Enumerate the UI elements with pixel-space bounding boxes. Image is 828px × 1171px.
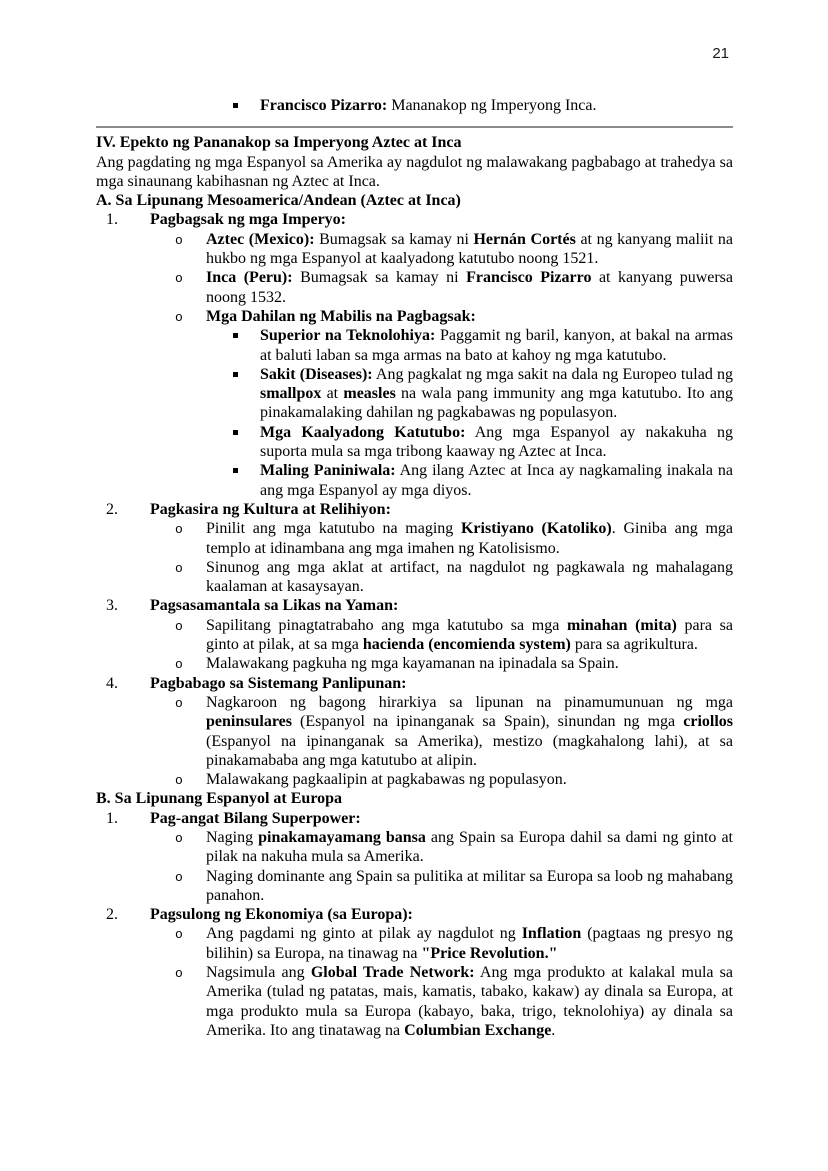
- circle-bullet-icon: o: [175, 522, 183, 538]
- text-segment: measles: [343, 385, 396, 403]
- list-item: [96, 770, 733, 789]
- list-item: [96, 693, 733, 770]
- list-item: [96, 924, 733, 963]
- text-segment: Malawakang pagkaalipin at pagkabawas ng populasyon.: [206, 771, 567, 789]
- text-segment: . Giniba ang mga templo at idinambana ang mga imahen ng Katolisismo.: [206, 520, 734, 557]
- circle-bullet-icon: o: [175, 927, 183, 943]
- list-item: [96, 963, 733, 1040]
- section-heading: [96, 789, 733, 808]
- text-segment: IV. Epekto ng Pananakop sa Imperyong Aztec at Inca: [96, 134, 462, 152]
- text-segment: Ang mga produkto at kalakal mula sa Amerika (tulad ng patatas, mais, kamatis, tabako, kakaw) ay dinala sa Europa, at mga produkto mula sa Europa (kabayo, baka, trigo, teknolohiya) ay dinala sa Amerika. Ito ang tinatawag na: [206, 964, 734, 1039]
- text-segment: Pagkasira ng Kultura at Relihiyon:: [150, 500, 391, 518]
- square-bullet-icon: [233, 468, 238, 473]
- text-segment: "Price Revolution.": [421, 944, 558, 962]
- text-segment: Francisco Pizarro:: [260, 97, 388, 114]
- text-segment: minahan (mita): [566, 616, 677, 634]
- text-segment: at: [321, 385, 344, 403]
- list-number: 2.: [106, 500, 118, 518]
- list-number: 2.: [106, 906, 118, 924]
- text-segment: Francisco Pizarro: [466, 269, 592, 287]
- text-segment: Aztec (Mexico):: [206, 230, 315, 248]
- list-item: [96, 230, 733, 269]
- text-segment: A. Sa Lipunang Mesoamerica/Andean (Aztec at Inca): [96, 192, 461, 210]
- list-item: [96, 519, 733, 558]
- list-item: [96, 461, 733, 500]
- text-segment: Maling Paniniwala:: [260, 462, 396, 480]
- list-item: [96, 210, 733, 229]
- document-content: [96, 96, 733, 1040]
- square-bullet-icon: [233, 372, 238, 377]
- text-segment: Pinilit ang mga katutubo na maging: [206, 520, 461, 538]
- text-segment: Bumagsak sa kamay ni: [314, 230, 474, 248]
- square-bullet-icon: [233, 430, 238, 435]
- text-segment: Sapilitang pinagtatrabaho ang mga katutubo sa mga: [206, 616, 567, 634]
- list-item: [96, 500, 733, 519]
- list-number: 4.: [106, 674, 118, 692]
- text-segment: Mga Kaalyadong Katutubo:: [260, 423, 466, 441]
- text-segment: na wala pang immunity ang mga katutubo. Ito ang pinakamalaking dahilan ng pagkabawas ng populasyon.: [260, 385, 734, 422]
- list-item: [96, 828, 733, 867]
- circle-bullet-icon: o: [175, 232, 183, 248]
- list-item: [96, 674, 733, 693]
- text-segment: Sinunog ang mga aklat at artifact, na nagdulot ng pagkawala ng mahalagang kaalaman at kasaysayan.: [206, 558, 733, 596]
- text-segment: ang Spain sa Europa dahil sa dami ng ginto at pilak na nakuha mula sa Amerika.: [206, 828, 734, 866]
- list-item: [96, 326, 733, 365]
- circle-bullet-icon: o: [175, 695, 183, 711]
- text-segment: at ng kanyang maliit na hukbo ng mga Espanyol at kaalyadong katutubo noong 1521.: [206, 230, 734, 268]
- text-segment: Mga Dahilan ng Mabilis na Pagbagsak:: [206, 307, 476, 325]
- text-segment: .: [551, 1021, 556, 1039]
- text-segment: peninsulares: [206, 713, 292, 731]
- horizontal-rule: [96, 126, 733, 128]
- text-segment: Paggamit ng baril, kanyon, at bakal na armas at baluti laban sa mga armas na bato at kahoy ng mga katutubo.: [260, 327, 734, 364]
- text-segment: B. Sa Lipunang Espanyol at Europa: [96, 790, 343, 808]
- circle-bullet-icon: o: [175, 271, 183, 287]
- text-segment: Nagkaroon ng bagong hirarkiya sa lipunan na pinamumunuan ng mga: [206, 693, 733, 711]
- text-segment: at kanyang puwersa noong 1532.: [206, 269, 734, 306]
- square-bullet-icon: [233, 333, 238, 338]
- circle-bullet-icon: o: [175, 309, 183, 325]
- text-segment: Ang mga Espanyol ay nakakuha ng suporta mula sa mga tribong kaaway ng Aztec at Inca.: [260, 423, 733, 461]
- circle-bullet-icon: o: [175, 869, 183, 885]
- list-item: [96, 558, 733, 597]
- list-number: 3.: [106, 597, 118, 615]
- text-segment: para sa ginto at pilak, at sa mga: [206, 616, 734, 654]
- list-item: [96, 809, 733, 828]
- text-segment: criollos: [683, 713, 733, 731]
- circle-bullet-icon: o: [175, 830, 183, 846]
- text-segment: Pagsulong ng Ekonomiya (sa Europa):: [150, 906, 413, 924]
- list-item: [96, 423, 733, 462]
- text-segment: smallpox: [260, 385, 322, 403]
- section-heading: [96, 191, 733, 210]
- text-segment: Superior na Teknolohiya:: [260, 327, 436, 345]
- list-item: [96, 268, 733, 307]
- text-segment: Inca (Peru):: [206, 269, 293, 287]
- text-segment: Columbian Exchange: [404, 1021, 552, 1039]
- list-item: [96, 867, 733, 906]
- text-segment: Hernán Cortés: [473, 230, 576, 248]
- text-segment: Pagsasamantala sa Likas na Yaman:: [150, 597, 399, 615]
- circle-bullet-icon: o: [175, 773, 183, 789]
- list-number: 1.: [106, 809, 118, 827]
- circle-bullet-icon: o: [175, 618, 183, 634]
- text-segment: (Espanyol na ipinanganak sa Amerika), mestizo (magkahalong lahi), at sa pinakamababa ang mga katutubo at alipin.: [206, 732, 733, 769]
- list-item: [96, 96, 733, 115]
- paragraph: [96, 153, 733, 192]
- text-segment: (Espanyol na ipinanganak sa Spain), sinundan ng mga: [291, 713, 684, 731]
- text-segment: Naging dominante ang Spain sa pulitika at militar sa Europa sa loob ng mahabang panahon.: [206, 867, 733, 904]
- circle-bullet-icon: o: [175, 560, 183, 576]
- list-item: [96, 654, 733, 673]
- text-segment: Pagbagsak ng mga Imperyo:: [150, 211, 347, 229]
- text-segment: Malawakang pagkuha ng mga kayamanan na ipinadala sa Spain.: [206, 655, 619, 673]
- text-segment: Inflation: [521, 925, 582, 943]
- text-segment: Ang pagdating ng mga Espanyol sa Amerika ay nagdulot ng malawakang pagbabago at trahedya sa mga sinaunang kabihasnan ng Aztec at Inca.: [96, 153, 733, 190]
- square-bullet-icon: [233, 103, 238, 108]
- text-segment: pinakamayamang bansa: [258, 828, 426, 846]
- text-segment: Nagsimula ang: [206, 964, 311, 982]
- circle-bullet-icon: o: [175, 966, 183, 982]
- section-heading: [96, 133, 733, 152]
- text-segment: Bumagsak sa kamay ni: [292, 269, 467, 287]
- text-segment: Pagbabago sa Sistemang Panlipunan:: [150, 674, 407, 692]
- list-item: [96, 616, 733, 655]
- text-segment: Naging: [206, 828, 259, 846]
- text-segment: Global Trade Network:: [310, 964, 475, 982]
- text-segment: Mananakop ng Imperyong Inca.: [387, 97, 597, 114]
- list-item: [96, 596, 733, 615]
- list-item: [96, 307, 733, 326]
- text-segment: Pag-angat Bilang Superpower:: [150, 809, 361, 827]
- list-item: [96, 365, 733, 423]
- text-segment: (pagtaas ng presyo ng bilihin) sa Europa, na tinawag na: [206, 925, 734, 962]
- list-item: [96, 905, 733, 924]
- list-number: 1.: [106, 211, 118, 229]
- text-segment: para sa agrikultura.: [570, 636, 698, 654]
- text-segment: Kristiyano (Katoliko): [460, 520, 612, 538]
- text-segment: Sakit (Diseases):: [260, 365, 373, 383]
- page-number: 21: [712, 45, 729, 62]
- text-segment: Ang pagdami ng ginto at pilak ay nagdulot ng: [206, 925, 522, 943]
- text-segment: Ang pagkalat ng mga sakit na dala ng Europeo tulad ng: [372, 365, 734, 383]
- text-segment: Ang ilang Aztec at Inca ay nagkamaling inakala na ang mga Espanyol ay mga diyos.: [260, 462, 733, 499]
- circle-bullet-icon: o: [175, 657, 183, 673]
- text-segment: hacienda (encomienda system): [362, 636, 571, 654]
